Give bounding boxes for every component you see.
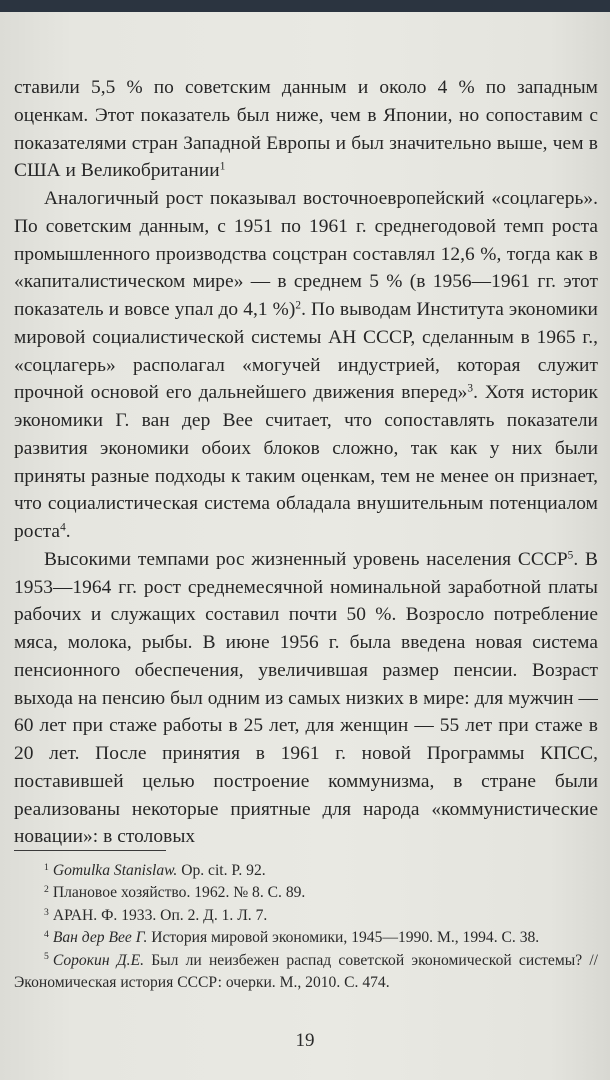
text-run: . Хотя историк экономики Г. ван дер Вее считает, что сопоставлять показатели развития экономики обоих блоков сложно, так как у них были приняты разные подходы к таким оценкам, тем не менее он признает, что социалистическая система обладала внушительным потенциалом роста [14,382,598,542]
footnote-number: 2 [44,884,49,896]
footnote-number: 4 [44,928,49,940]
footnote-number: 5 [44,951,49,963]
footnote [14,882,598,904]
author-name: Gomulka Stanislaw. [52,862,178,879]
text-run: . [65,521,71,542]
footnotes [14,860,598,994]
footnote-text: Плановое хозяйство. 1962. № 8. С. 89. [52,884,306,902]
text-run: . В 1953—1964 гг. рост среднемесячной номинальной заработной платы рабочих и служащих составил почти 50 %. Возросло потребление мяса, молока, рыбы. В июне 1956 г. была введена новая система пенсионного обеспечения, увеличившая размер пенсии. Возраст выхода на пенсию был одним из самых низких в мире: для мужчин — 60 лет при стаже работы в 25 лет, для женщин — 55 лет при стаже в 20 лет. После принятия в 1961 г. новой Программы КПСС, поставившей целью построение коммунизма, в стране были реализованы некоторые приятные для народа «коммунистические новации»: в столовых [14,548,598,848]
main-text [14,74,598,851]
footnote [14,950,598,995]
text-run: Высокими темпами рос жизненный уровень населения СССР [44,548,568,570]
footnote-ref: 4 [60,521,66,534]
footnote-ref: 2 [295,299,302,312]
paragraph [14,546,598,851]
footnote [14,905,598,927]
footnote-ref: 3 [467,382,474,395]
text-run: . По выводам Института экономики мировой социалистической системы АН СССР, сделанным в 1965 г., «соцлагерь» располагал «могучей индустрией, которая служит прочной основой его дальнейшего движения вперед» [14,299,598,404]
author-name: Сорокин Д.Е. [52,951,144,969]
footnote-number: 3 [44,906,49,918]
footnote-ref: 1 [219,160,226,173]
book-page [0,12,610,1080]
footnote-ref: 5 [567,549,574,561]
paragraph [14,185,598,546]
page-number: 19 [295,1030,315,1051]
footnote-text: Op. cit. P. 92. [177,862,266,879]
footnote-text: АРАН. Ф. 1933. Оп. 2. Д. 1. Л. 7. [52,906,268,924]
footnote-text: Был ли неизбежен распад советской экономической системы? // Экономическая история СССР: очерки. М., 2010. С. 474. [14,951,598,992]
footnote-number: 1 [44,861,49,873]
paragraph [14,74,598,185]
text-run: ставили 5,5 % по советским данным и около 4 % по западным оценкам. Этот показатель был ниже, чем в Японии, но сопоставим с показателями стран Западной Европы и был значительно выше, чем в США и Великобритании [14,77,598,182]
footnote-separator [14,850,166,851]
footnote [14,860,598,882]
footnote [14,927,598,949]
author-name: Ван дер Вее Г. [52,929,148,947]
text-run: Аналогичный рост показывал восточноевропейский «соцлагерь». По советским данным, с 1951 по 1961 г. среднегодовой темп роста промышленного производства соцстран составлял 12,6 %, тогда как в «капиталистическом мире» — в среднем 5 % (в 1956—1961 гг. этот показатель и вовсе упал до 4,1 %) [14,188,598,320]
footnote-text: История мировой экономики, 1945—1990. М., 1994. С. 38. [147,929,540,947]
